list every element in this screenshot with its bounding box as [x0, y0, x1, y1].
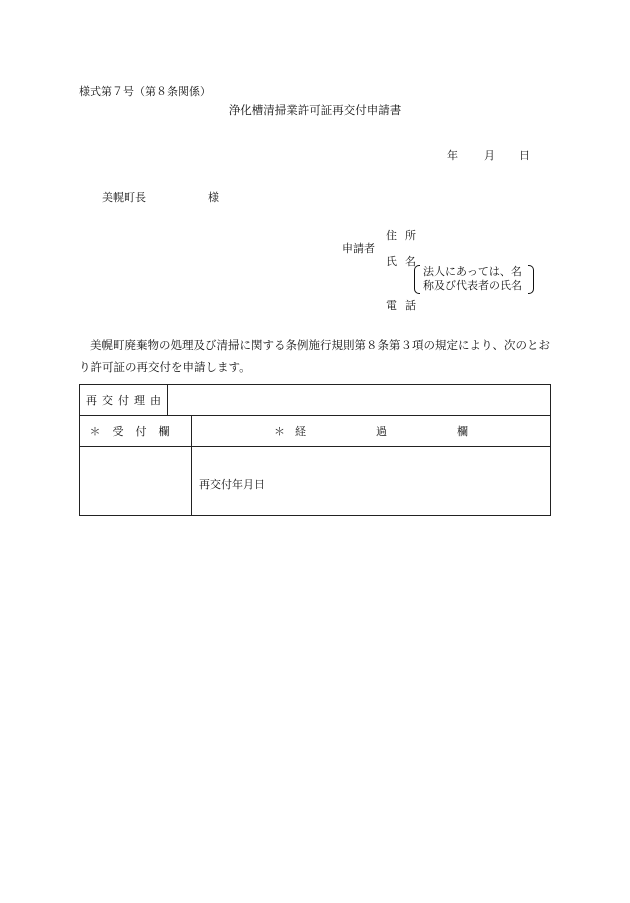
address-label: 住所 [386, 229, 424, 242]
body-text: 美幌町廃棄物の処理及び清掃に関する条例施行規則第８条第３項の規定により、次のとおり許可証の再交付を申請します。 [79, 338, 550, 374]
corp-note-right-bracket [528, 265, 534, 294]
progress-header-char3: 欄 [457, 425, 468, 438]
application-table [79, 384, 551, 516]
content-row [80, 447, 551, 516]
name-label: 氏名 [386, 255, 424, 268]
date-month-label: 月 [484, 149, 495, 162]
reason-field[interactable] [168, 385, 551, 416]
document-title: 浄化槽清掃業許可証再交付申請書 [228, 103, 402, 117]
reception-field[interactable] [80, 447, 192, 516]
progress-header-asterisk: ＊ [274, 425, 285, 438]
reason-row [80, 385, 551, 416]
phone-label: 電話 [386, 299, 424, 312]
applicant-label: 申請者 [342, 242, 375, 255]
form-number: 様式第７号（第８条関係） [79, 85, 211, 98]
reissue-date-cell[interactable]: 再交付年月日 [192, 447, 551, 516]
corporation-note [417, 265, 522, 293]
addressee-name: 美幌町長 [102, 191, 146, 204]
corporation-note-line1: 法人にあっては、名 [423, 265, 522, 278]
date-year-label: 年 [447, 149, 458, 162]
reason-label: 再交付理由 [80, 385, 168, 416]
header-row [80, 416, 551, 447]
reception-column-header: ＊受付欄 [80, 416, 192, 447]
addressee-honorific: 様 [208, 191, 219, 204]
date-day-label: 日 [519, 149, 530, 162]
progress-header-char2: 過 [376, 425, 387, 438]
corporation-note-line2: 称及び代表者の氏名 [423, 279, 522, 292]
progress-column-header [192, 416, 551, 447]
progress-header-char1: 経 [295, 425, 306, 438]
